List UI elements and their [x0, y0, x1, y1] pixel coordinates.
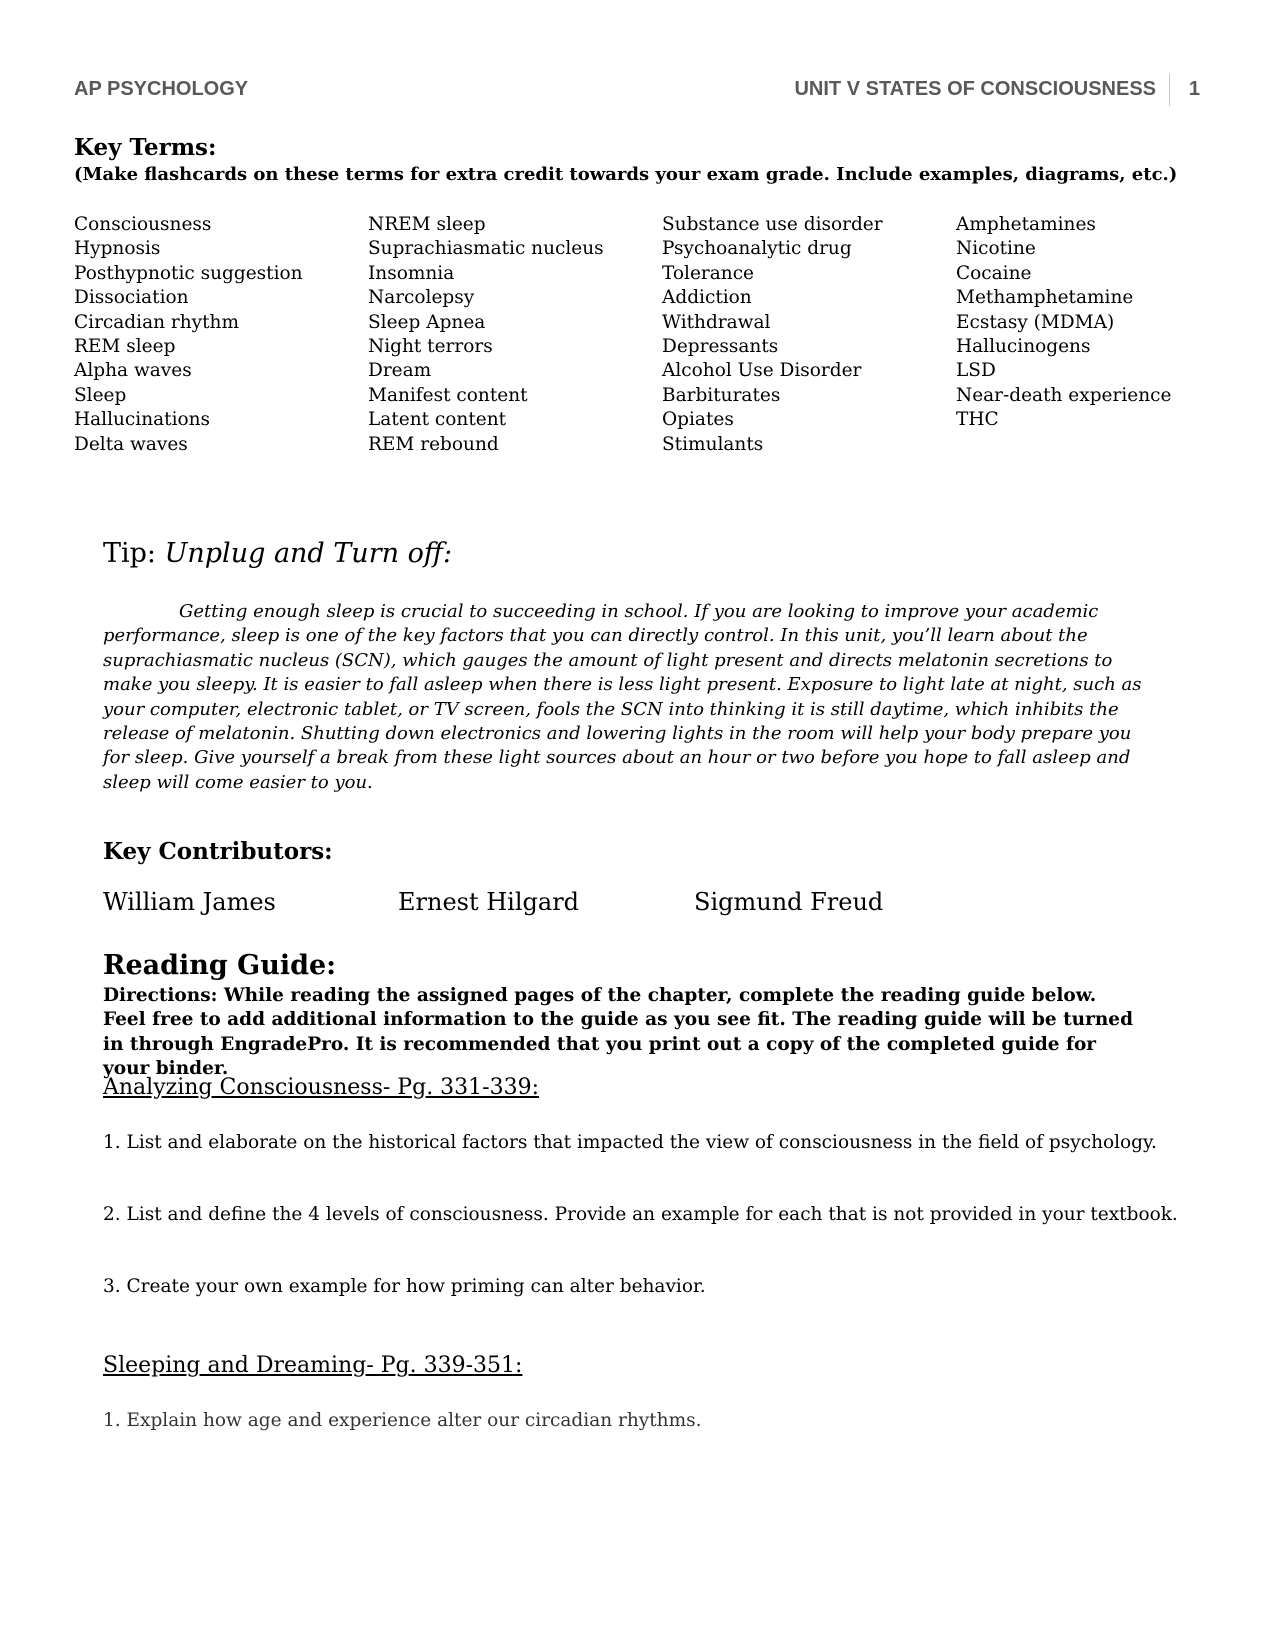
- term-item: Hallucinogens: [956, 335, 1091, 357]
- terms-column-3: [662, 213, 883, 457]
- reading-guide-title: Reading Guide:: [103, 950, 337, 981]
- unit-title: UNIT V STATES OF CONSCIOUSNESS: [794, 78, 1156, 100]
- term-item: Substance use disorder: [662, 214, 883, 235]
- term-item: Alcohol Use Disorder: [662, 360, 862, 382]
- terms-column-4: [956, 213, 1171, 433]
- tip-body: Getting enough sleep is crucial to succeeding in school. If you are looking to improve your academic performance, sleep is one of the key factors that you can directly control. In this unit, you’ll learn about the suprachiasmatic nucleus (SCN), which gauges the amount of light present and directs melatonin secretions to make you sleepy. It is easier to fall asleep when there is less light present. Exposure to light late at night, such as your computer, electronic tablet, or TV screen, fools the SCN into thinking it is still daytime, which inhibits the release of melatonin. Shutting down electronics and lowering lights in the room will help your body prepare you for sleep. Give yourself a break from these light sources about an hour or two before you hope to fall asleep and sleep will come easier to you.: [103, 601, 1142, 793]
- contributor-name: William James: [103, 888, 276, 916]
- term-item: Circadian rhythm: [74, 311, 239, 333]
- page-number: 1: [1188, 78, 1200, 100]
- term-item: Cocaine: [956, 262, 1032, 284]
- page-header: [74, 74, 1204, 104]
- terms-column-1: [74, 213, 303, 457]
- key-terms-title: Key Terms:: [74, 134, 217, 161]
- question-item: 1. List and elaborate on the historical factors that impacted the view of consciousness in the field of psychology.: [103, 1132, 1157, 1153]
- term-item: Hallucinations: [74, 409, 211, 431]
- term-item: Posthypnotic suggestion: [74, 262, 303, 284]
- section-heading: Sleeping and Dreaming- Pg. 339-351:: [103, 1353, 523, 1378]
- key-terms-instructions: (Make flashcards on these terms for extra credit towards your exam grade. Include examples, diagrams, etc.): [74, 164, 1178, 185]
- term-item: Tolerance: [662, 262, 755, 284]
- question-item: 1. Explain how age and experience alter our circadian rhythms.: [103, 1410, 702, 1431]
- term-item: Opiates: [662, 409, 734, 431]
- term-item: Insomnia: [368, 262, 455, 284]
- tip-label: Tip:: [103, 538, 157, 569]
- key-contributors-title: Key Contributors:: [103, 838, 333, 865]
- contributor-name: Sigmund Freud: [694, 888, 884, 916]
- term-item: THC: [956, 409, 999, 431]
- term-item: Alpha waves: [74, 360, 192, 382]
- term-item: Addiction: [662, 287, 752, 309]
- term-item: Delta waves: [74, 433, 188, 455]
- term-item: Consciousness: [74, 214, 212, 235]
- term-item: Latent content: [368, 409, 507, 431]
- term-item: Near-death experience: [956, 384, 1172, 406]
- term-item: REM sleep: [74, 335, 176, 357]
- course-title: AP PSYCHOLOGY: [74, 78, 249, 100]
- term-item: Sleep: [74, 384, 127, 406]
- term-item: Night terrors: [368, 335, 493, 357]
- term-item: Barbiturates: [662, 384, 781, 406]
- term-item: Sleep Apnea: [368, 311, 486, 333]
- term-item: Manifest content: [368, 384, 528, 406]
- terms-column-2: [368, 213, 604, 457]
- term-item: NREM sleep: [368, 214, 486, 235]
- term-item: Psychoanalytic drug: [662, 238, 852, 260]
- tip-heading: [103, 538, 452, 569]
- term-item: Withdrawal: [662, 311, 771, 333]
- term-item: Ecstasy (MDMA): [956, 311, 1115, 333]
- term-item: LSD: [956, 360, 996, 382]
- tip-title: Unplug and Turn off:: [164, 538, 453, 569]
- reading-guide-directions: Directions: While reading the assigned pages of the chapter, complete the reading guide below. Feel free to add additional information to the guide as you see fit. The reading guide will be turned in through EngradePro. It is recommended that you print out a copy of the completed guide for your binder.: [103, 985, 1134, 1080]
- term-item: Suprachiasmatic nucleus: [368, 238, 604, 260]
- term-item: Hypnosis: [74, 238, 161, 260]
- term-item: Dissociation: [74, 287, 189, 309]
- question-item: 2. List and define the 4 levels of consciousness. Provide an example for each that is not provided in your textbook.: [103, 1204, 1178, 1225]
- header-divider: [1169, 74, 1170, 106]
- key-terms-list: [74, 213, 1234, 453]
- section-heading: Analyzing Consciousness- Pg. 331-339:: [103, 1075, 540, 1100]
- term-item: Stimulants: [662, 433, 764, 455]
- term-item: Amphetamines: [956, 214, 1096, 235]
- term-item: Depressants: [662, 335, 779, 357]
- contributor-name: Ernest Hilgard: [398, 888, 580, 916]
- term-item: Methamphetamine: [956, 287, 1134, 309]
- term-item: REM rebound: [368, 433, 499, 455]
- question-item: 3. Create your own example for how priming can alter behavior.: [103, 1276, 706, 1297]
- term-item: Nicotine: [956, 238, 1036, 260]
- term-item: Narcolepsy: [368, 287, 475, 309]
- term-item: Dream: [368, 360, 432, 382]
